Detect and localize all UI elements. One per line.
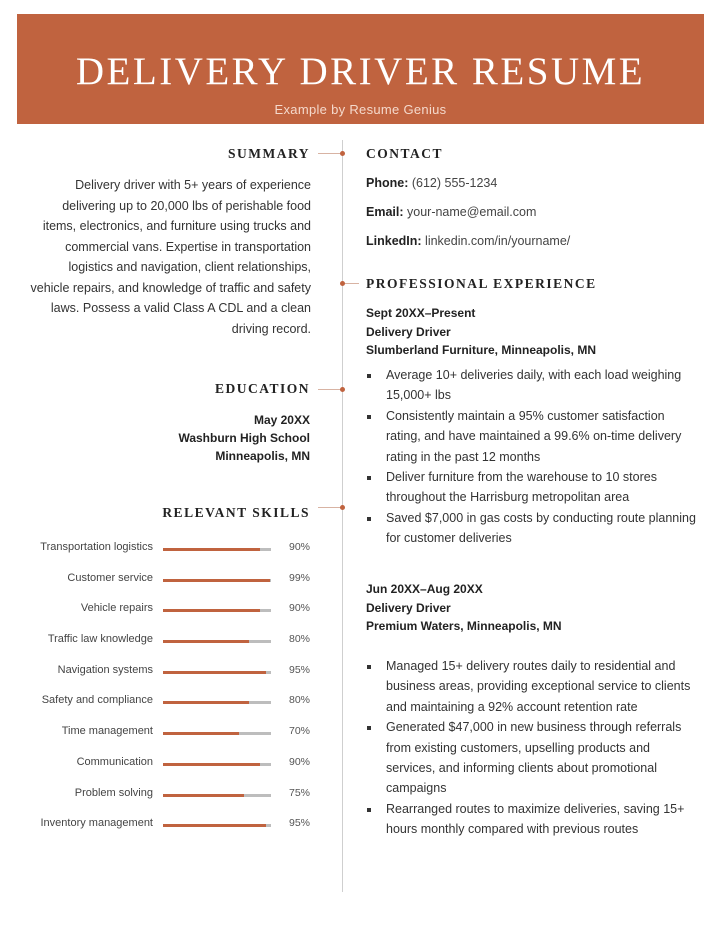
email-value[interactable]: your-name@email.com [407, 205, 537, 219]
timeline-dot-skills [340, 505, 345, 510]
bullet-square-icon [367, 374, 371, 378]
skill-percent: 90% [288, 541, 310, 553]
skill-bar-fill [163, 609, 260, 612]
resume-subtitle: Example by Resume Genius [274, 102, 447, 117]
education-block [178, 411, 310, 465]
bullet-text: Average 10+ deliveries daily, with each load weighing 15,000+ lbs [386, 368, 682, 403]
skill-name: Problem solving [74, 786, 153, 799]
skill-bar-fill [163, 579, 270, 582]
bullet-item [366, 467, 696, 508]
skill-bar [163, 548, 271, 551]
skills-list [20, 541, 320, 848]
skill-name: Time management [61, 725, 153, 738]
linkedin-label: LinkedIn: [366, 234, 422, 248]
skill-percent: 80% [288, 633, 310, 646]
bullet-item [366, 406, 696, 467]
job-2-info [366, 580, 696, 636]
skill-bar-fill [163, 794, 244, 797]
skill-name: Transportation logistics [40, 541, 153, 553]
linkedin-value[interactable]: linkedin.com/in/yourname/ [425, 234, 571, 248]
bullet-square-icon [367, 808, 371, 812]
bullet-square-icon [367, 726, 371, 730]
skill-bar [163, 701, 271, 704]
education-heading: EDUCATION [214, 381, 310, 396]
summary-text: Delivery driver with 5+ years of experience delivering up to 20,000 lbs of perishable food items, electronics, and furniture using trucks and commercial vans. Expertise in transportation logistics and navigation, client relationships, vehicle repairs, and knowledge of traffic and safety laws. Possess a valid Class A CDL and a clean driving record. [30, 178, 311, 336]
skill-bar-fill [163, 640, 249, 643]
bullet-square-icon [367, 517, 371, 521]
experience-heading: PROFESSIONAL EXPERIENCE [366, 276, 597, 291]
skill-bar-fill [163, 732, 239, 735]
skill-name: Navigation systems [57, 663, 153, 676]
experience-connector [343, 283, 359, 284]
bullet-item [366, 508, 696, 549]
timeline-divider [342, 140, 343, 892]
skill-name: Customer service [67, 571, 153, 584]
skill-bar [163, 579, 271, 582]
skill-bar-fill [163, 824, 266, 827]
job-2-dates: Jun 20XX–Aug 20XX [366, 582, 483, 596]
summary-connector [318, 153, 342, 154]
education-date: May 20XX [253, 413, 310, 427]
skills-connector [318, 507, 342, 508]
contact-phone [366, 176, 497, 190]
skill-row [20, 572, 320, 603]
timeline-dot-summary [340, 151, 345, 156]
job-1-dates: Sept 20XX–Present [366, 306, 476, 320]
skill-row [20, 694, 320, 725]
skill-name: Vehicle repairs [80, 602, 153, 615]
skill-name: Communication [76, 755, 153, 768]
skill-row [20, 633, 320, 664]
bullet-square-icon [367, 665, 371, 669]
contact-linkedin [366, 234, 570, 248]
skills-heading: RELEVANT SKILLS [162, 505, 310, 520]
skill-bar [163, 671, 271, 674]
skill-bar [163, 763, 271, 766]
job-2-title: Delivery Driver [366, 600, 451, 615]
skill-bar-fill [163, 701, 249, 704]
summary-heading: SUMMARY [227, 146, 310, 161]
skill-bar [163, 609, 271, 612]
skill-percent: 70% [288, 725, 310, 738]
bullet-item [366, 717, 696, 799]
job-1-bullets [366, 365, 696, 549]
bullet-text: Saved $7,000 in gas costs by conducting route planning for customer deliveries [386, 510, 696, 546]
header-banner [17, 14, 704, 124]
bullet-text: Deliver furniture from the warehouse to 10 stores throughout the Harrisburg metropolitan area [386, 470, 657, 505]
skill-row [20, 756, 320, 787]
skill-name: Safety and compliance [41, 694, 153, 707]
skill-row [20, 664, 320, 695]
skill-name: Inventory management [40, 817, 153, 830]
bullet-square-icon [367, 415, 371, 419]
bullet-item [366, 656, 696, 717]
resume-title: DELIVERY DRIVER RESUME [75, 50, 646, 93]
bullet-text: Rearranged routes to maximize deliveries, saving 15+ hours monthly compared with previous routes [386, 801, 685, 837]
skill-row [20, 787, 320, 818]
bullet-square-icon [367, 476, 371, 480]
phone-label: Phone: [366, 176, 409, 190]
contact-heading: CONTACT [366, 146, 444, 161]
skill-row [20, 725, 320, 756]
skill-percent: 80% [288, 694, 310, 707]
bullet-text: Generated $47,000 in new business through referrals from existing customers, upselling products and services, and informing clients about promotional campaigns [386, 720, 682, 796]
skill-row [20, 602, 320, 633]
education-location: Minneapolis, MN [215, 449, 310, 463]
skill-percent: 90% [288, 602, 310, 615]
skill-percent: 90% [288, 755, 310, 768]
skill-percent: 95% [288, 663, 310, 676]
job-1-title: Delivery Driver [366, 324, 451, 339]
contact-email [366, 205, 536, 219]
skill-row [20, 541, 320, 572]
phone-value: (612) 555-1234 [411, 176, 498, 190]
job-1-info [366, 304, 696, 360]
education-connector [318, 389, 342, 390]
timeline-dot-education [340, 387, 345, 392]
skill-bar-fill [163, 671, 266, 674]
skill-row [20, 817, 320, 848]
skill-bar-fill [163, 548, 260, 551]
bullet-text: Managed 15+ delivery routes daily to residential and business areas, providing exceptional service to clients and maintaining a 92% account retention rate [386, 659, 691, 714]
bullet-item [366, 365, 696, 406]
skill-bar [163, 732, 271, 735]
skill-bar-fill [163, 763, 260, 766]
skill-name: Traffic law knowledge [47, 633, 153, 646]
bullet-item [366, 799, 696, 840]
job-1-company: Slumberland Furniture, Minneapolis, MN [366, 343, 597, 357]
job-2-company: Premium Waters, Minneapolis, MN [366, 619, 562, 633]
skill-bar [163, 640, 271, 643]
email-label: Email: [366, 205, 404, 219]
skill-percent: 99% [288, 571, 310, 584]
timeline-dot-experience [340, 281, 345, 286]
skill-bar [163, 824, 271, 827]
skill-percent: 75% [288, 786, 310, 799]
skill-percent: 95% [288, 817, 310, 830]
bullet-text: Consistently maintain a 95% customer satisfaction rating, and have maintained a 99.6% on-time delivery rating in the past 12 months [386, 408, 682, 464]
skill-bar [163, 794, 271, 797]
education-school: Washburn High School [178, 431, 310, 445]
job-2-bullets [366, 656, 696, 840]
